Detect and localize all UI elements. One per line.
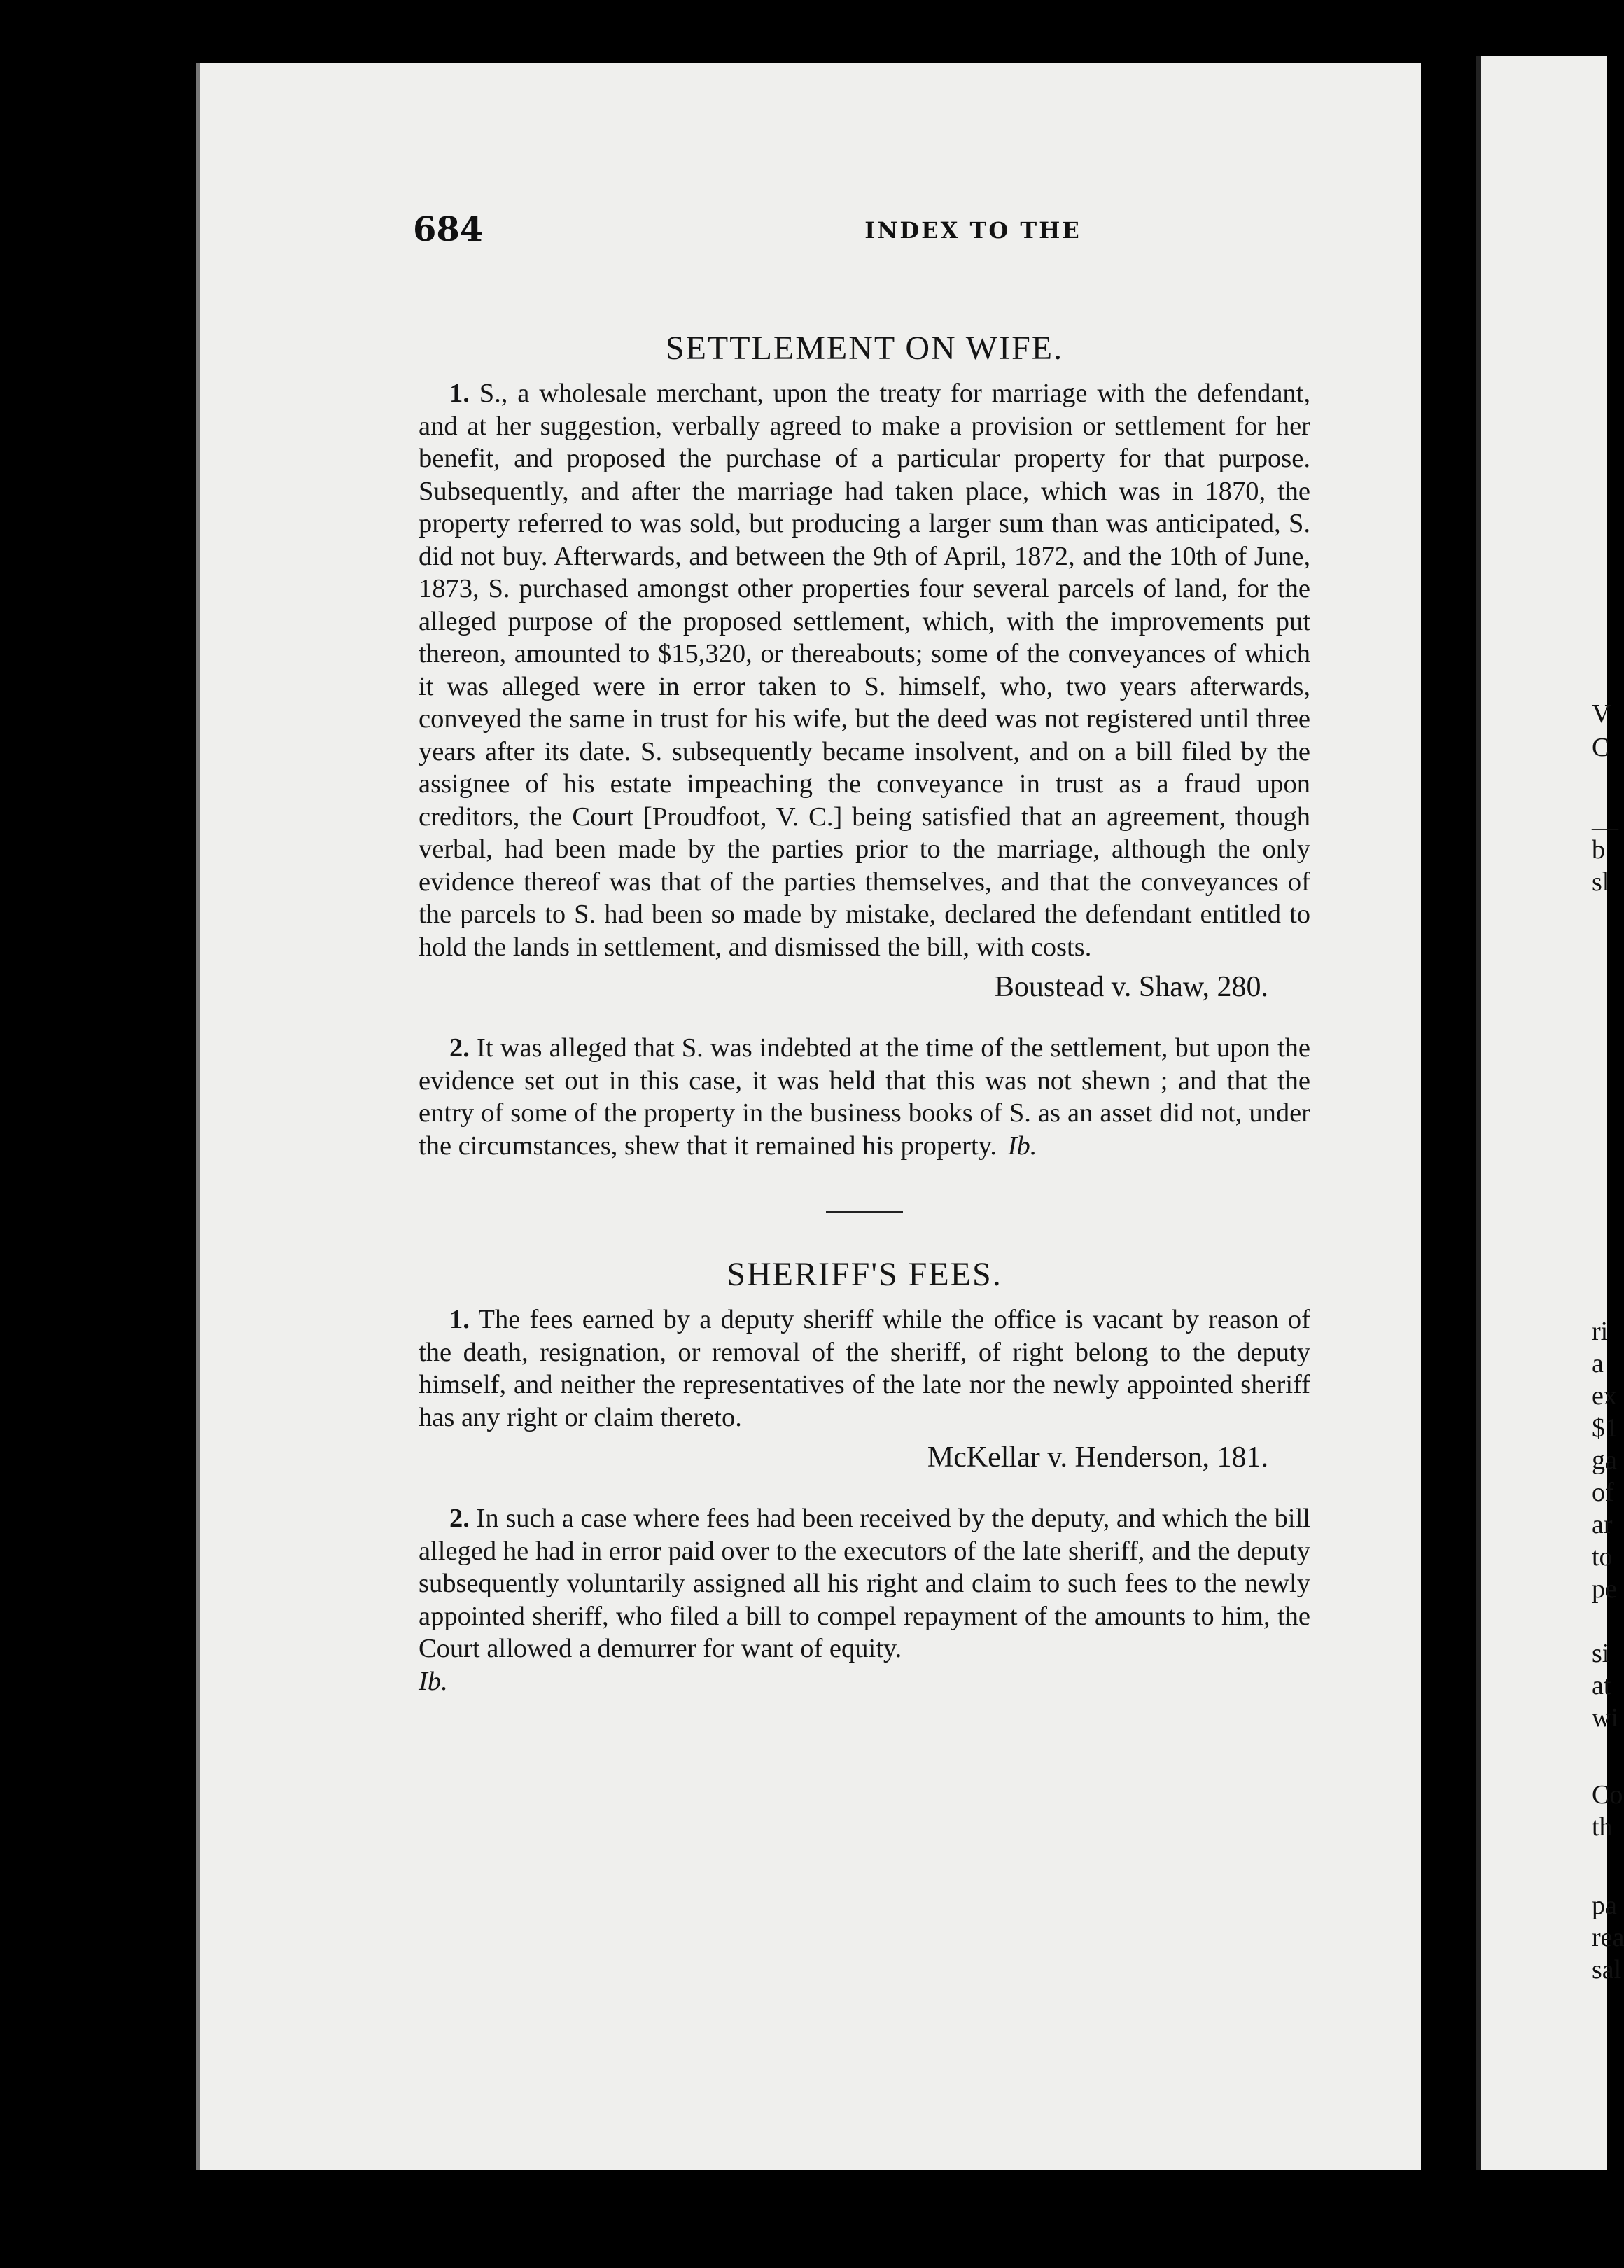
entry-number: 1. xyxy=(449,1305,470,1334)
adjacent-fragment: ex xyxy=(1592,1381,1617,1410)
case-citation: Boustead v. Shaw, 280. xyxy=(994,971,1268,1003)
ibid-reference: Ib. xyxy=(419,1666,448,1696)
index-entry xyxy=(419,1032,1310,1162)
adjacent-fragment: C xyxy=(1592,733,1610,762)
index-entry xyxy=(419,377,1310,963)
index-content xyxy=(419,329,1310,1698)
section-heading: SHERIFF'S FEES. xyxy=(727,1256,1002,1293)
entry-text: In such a case where fees had been received by the deputy, and which the bill alleged he had in error paid over to the executors of the late sheriff, and the deputy subsequently voluntarily assigned all his right and claim to such fees to the newly appointed sheriff, who filed a bill to compel repayment of the amounts to him, the Court allowed a demurrer for want of equity. xyxy=(419,1504,1310,1663)
adjacent-fragment: sal xyxy=(1592,1955,1622,1984)
entry-text: S., a wholesale merchant, upon the treaty for marriage with the defendant, and at her suggestion, verbally agreed to make a provision or settlement for her benefit, and proposed the purchase of a particular property for that purpose. Subsequently, and after the marriage had taken place, which was in 1870, the property referred to was sold, but producing a larger sum than was anticipated, S. did not buy. Afterwards, and between the 9th of April, 1872, and the 10th of June, 1873, S. purchased amongst other properties four several parcels of land, for the alleged purpose of the proposed settlement, which, with the improvements put thereon, amounted to $15,320, or thereabouts; some of the conveyances of which it was alleged were in error taken to S. himself, who, two years afterwards, conveyed the same in trust for his wife, but the deed was not registered until three years after its date. S. subsequently became insolvent, and on a bill filed by the assignee of his estate impeaching the conveyance in trust as a fraud upon creditors, the Court [Proudfoot, V. C.] being satisfied that an agreement, though verbal, had been made by the parties prior to the marriage, although the only evidence thereof was that of the parties themselves, and that the conveyances of the parcels to S. had been so made by mistake, declared the defendant entitled to hold the lands in settlement, and dismissed the bill, with costs. xyxy=(419,379,1310,962)
adjacent-fragment: sl xyxy=(1592,867,1610,897)
adjacent-fragment: at xyxy=(1592,1671,1611,1700)
index-entry xyxy=(419,1502,1310,1665)
adjacent-fragment: ri xyxy=(1592,1317,1609,1346)
adjacent-fragment: ar xyxy=(1592,1510,1613,1539)
section-divider xyxy=(826,1211,903,1213)
case-citation: McKellar v. Henderson, 181. xyxy=(927,1441,1268,1474)
adjacent-fragment: $1 xyxy=(1592,1413,1618,1443)
ibid-line xyxy=(419,1665,1310,1698)
adjacent-fragment: a xyxy=(1592,1349,1604,1378)
entry-number: 1. xyxy=(449,379,470,408)
adjacent-fragment: pe xyxy=(1592,1574,1617,1604)
adjacent-fragment: si xyxy=(1592,1639,1610,1668)
adjacent-fragment: to xyxy=(1592,1542,1613,1572)
entry-text: The fees earned by a deputy sheriff while the office is vacant by reason of the death, resignation, or removal of the sheriff, of right belong to the deputy himself, and neither the representatives of the late nor the newly appointed sheriff has any right or claim thereto. xyxy=(419,1305,1311,1432)
adjacent-fragment: b xyxy=(1592,835,1605,864)
page-number: 684 xyxy=(413,210,484,249)
section-heading: SETTLEMENT ON WIFE. xyxy=(665,330,1064,367)
adjacent-fragment: V xyxy=(1592,699,1611,729)
adjacent-fragment: Co xyxy=(1592,1780,1623,1809)
adjacent-fragment: ga xyxy=(1592,1446,1617,1475)
entry-text: It was alleged that S. was indebted at the time of the settlement, but upon the evidence set out in this case, it was held that this was not shewn ; and that the entry of some of the property in the business books of S. as an asset did not, under the circumstances, shew that it remained his property. xyxy=(419,1033,1311,1161)
index-entry xyxy=(419,1303,1310,1434)
ibid-reference: Ib. xyxy=(1007,1130,1037,1161)
running-title: INDEX TO THE xyxy=(864,217,1082,244)
adjacent-fragment: — xyxy=(1592,813,1618,842)
adjacent-fragment: th xyxy=(1592,1812,1613,1842)
entry-number: 2. xyxy=(449,1504,470,1533)
adjacent-fragment: pa xyxy=(1592,1891,1617,1920)
adjacent-fragment: wi xyxy=(1592,1703,1618,1732)
running-head xyxy=(413,210,1505,252)
entry-number: 2. xyxy=(449,1033,470,1063)
adjacent-fragment: of xyxy=(1592,1478,1614,1507)
book-page-right-edge xyxy=(1476,56,1624,2170)
adjacent-fragment: rea xyxy=(1592,1923,1624,1952)
